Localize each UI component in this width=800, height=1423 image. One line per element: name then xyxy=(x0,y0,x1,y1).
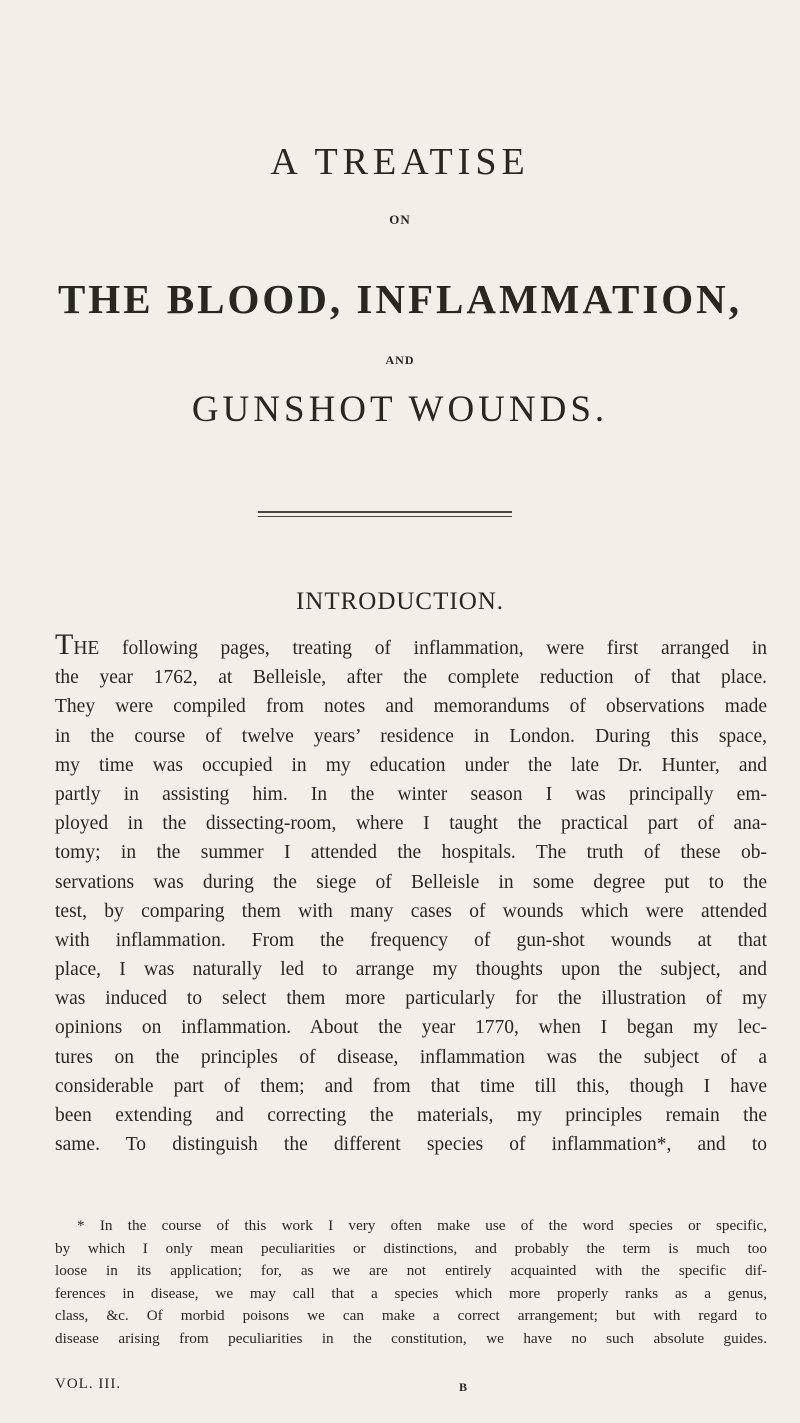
footnote-line: class, &c. Of morbid poisons we can make a correct arrangement; but with regard to xyxy=(55,1307,767,1324)
drop-cap: T xyxy=(55,628,74,661)
page-footer xyxy=(55,1376,767,1402)
footnote-line: disease arising from peculiarities in the constitution, we have no such absolute guides. xyxy=(55,1329,767,1347)
footnote-line: loose in its application; for, as we are not entirely acquainted with the specific dif- xyxy=(55,1262,767,1279)
footnote xyxy=(55,1215,767,1350)
title-line-and: AND xyxy=(385,353,415,367)
signature-mark: B xyxy=(459,1380,468,1394)
body-line: test, by comparing them with many cases of wounds which were attended xyxy=(55,900,767,922)
body-line: THE following pages, treating of inflammation, were first arranged in xyxy=(55,628,767,661)
footnote-line: ferences in disease, we may call that a species which more properly ranks as a genus, xyxy=(55,1284,767,1302)
title-line-treatise: A TREATISE xyxy=(270,141,530,183)
introduction-paragraph xyxy=(55,628,767,1159)
body-line: ployed in the dissecting-room, where I taught the practical part of ana- xyxy=(55,813,767,835)
footnote-line: * In the course of this work I very often make use of the word species or specific, xyxy=(77,1217,767,1234)
body-line: the year 1762, at Belleisle, after the complete reduction of that place. xyxy=(55,667,767,689)
body-line: partly in assisting him. In the winter season I was principally em- xyxy=(55,783,767,805)
body-line: in the course of twelve years’ residence in London. During this space, xyxy=(55,725,767,747)
volume-label: VOL. III. xyxy=(55,1376,122,1392)
body-line: They were compiled from notes and memorandums of observations made xyxy=(55,696,767,718)
body-line: tomy; in the summer I attended the hospitals. The truth of these ob- xyxy=(55,842,767,864)
body-line: servations was during the siege of Belleisle in some degree put to the xyxy=(55,871,767,893)
body-line: been extending and correcting the materials, my principles remain the xyxy=(55,1105,767,1126)
title-divider-rule-thin xyxy=(258,516,512,517)
title-divider-rule xyxy=(258,511,512,513)
body-line: my time was occupied in my education under the late Dr. Hunter, and xyxy=(55,754,767,776)
section-heading: INTRODUCTION. xyxy=(295,588,505,615)
body-line: was induced to select them more particularly for the illustration of my xyxy=(55,988,767,1010)
footnote-line: by which I only mean peculiarities or distinctions, and probably the term is much too xyxy=(55,1239,767,1257)
title-line-blood-inflammation: THE BLOOD, INFLAMMATION, xyxy=(58,276,742,322)
title-line-gunshot-wounds: GUNSHOT WOUNDS. xyxy=(191,389,609,430)
title-line-on: ON xyxy=(389,212,411,227)
body-line: considerable part of them; and from that time till this, though I have xyxy=(55,1075,767,1097)
body-line: with inflammation. From the frequency of gun-shot wounds at that xyxy=(55,929,767,951)
body-line: place, I was naturally led to arrange my thoughts upon the subject, and xyxy=(55,959,767,981)
body-line: opinions on inflammation. About the year 1770, when I began my lec- xyxy=(55,1017,767,1039)
body-line: tures on the principles of disease, inflammation was the subject of a xyxy=(55,1046,767,1068)
body-line: same. To distinguish the different species of inflammation*, and to xyxy=(55,1134,767,1156)
